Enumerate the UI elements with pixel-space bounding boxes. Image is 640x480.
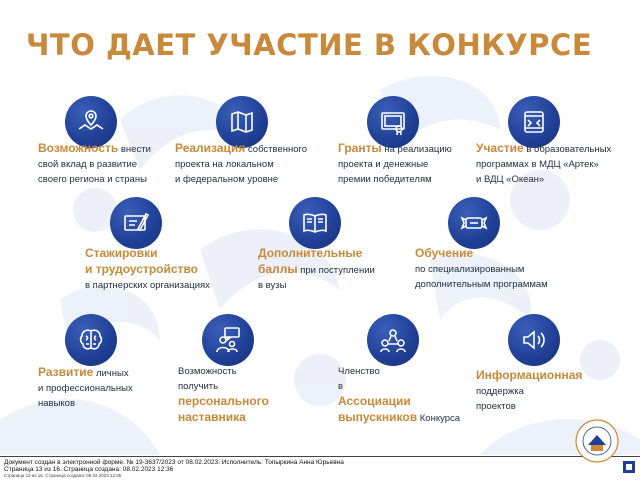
item-description: Конкурса bbox=[417, 413, 461, 424]
item-highlight: Развитие bbox=[38, 365, 94, 379]
item-description: и ВДЦ «Океан» bbox=[476, 174, 545, 185]
item-highlight: персонального bbox=[178, 394, 269, 408]
item-description: в партнерских организациях bbox=[85, 280, 210, 291]
item-description: дополнительным программам bbox=[415, 279, 548, 290]
item-description: проекта на локальном bbox=[175, 159, 274, 170]
item-description: поддержка bbox=[476, 386, 524, 397]
item-highlight: Обучение bbox=[415, 246, 474, 260]
item-description: по специализированным bbox=[415, 264, 525, 275]
item-line bbox=[338, 172, 473, 187]
item-line bbox=[85, 246, 245, 262]
item-line bbox=[338, 379, 478, 394]
item-line bbox=[338, 157, 473, 172]
item-line bbox=[38, 365, 168, 381]
item-line bbox=[85, 278, 245, 293]
document-stamp-icon bbox=[622, 460, 636, 474]
item-highlight: Информационная bbox=[476, 368, 583, 382]
item-line bbox=[258, 278, 408, 293]
item-internships bbox=[85, 246, 245, 293]
brain-icon bbox=[65, 314, 117, 366]
item-line bbox=[38, 172, 173, 187]
item-line bbox=[415, 246, 580, 262]
item-highlight: Ассоциации bbox=[338, 394, 411, 408]
item-info-support bbox=[476, 368, 626, 414]
item-line bbox=[476, 172, 636, 187]
footer-divider bbox=[0, 456, 640, 457]
item-line bbox=[178, 364, 328, 379]
item-description: проекта и денежные bbox=[338, 159, 429, 170]
item-realization bbox=[175, 141, 325, 187]
item-line bbox=[175, 172, 325, 187]
item-line bbox=[338, 394, 478, 410]
item-line bbox=[476, 141, 636, 157]
item-description: премии победителям bbox=[338, 174, 432, 185]
item-highlight: Дополнительные bbox=[258, 246, 363, 260]
item-line bbox=[415, 262, 580, 277]
item-opportunity bbox=[38, 141, 173, 187]
item-extra-points bbox=[258, 246, 408, 293]
item-highlight: Реализация bbox=[175, 141, 246, 155]
footer-document-info: Документ создан в электронной форме. № 19-3637/2023 от 08.02.2023. Исполнитель: Топыркина Анна Юрьевна bbox=[4, 459, 344, 466]
item-description: навыков bbox=[38, 398, 75, 409]
footer-page-info: Страница 13 из 16. Страница создана: 08.02.2023 12:36 bbox=[4, 466, 174, 473]
item-description: свой вклад в развитие bbox=[38, 159, 138, 170]
item-highlight: выпускников bbox=[338, 410, 418, 424]
contest-logo bbox=[574, 418, 620, 464]
item-highlight: Стажировки bbox=[85, 246, 158, 260]
item-highlight: Возможность bbox=[38, 141, 119, 155]
item-description: в образовательных bbox=[523, 144, 612, 155]
item-description: получить bbox=[178, 381, 219, 392]
item-education bbox=[415, 246, 580, 292]
item-description: своего региона и страны bbox=[38, 174, 147, 185]
item-mentor bbox=[178, 364, 328, 426]
item-highlight: Гранты bbox=[338, 141, 382, 155]
item-description: и федеральном уровне bbox=[175, 174, 279, 185]
item-highlight: наставника bbox=[178, 410, 246, 424]
item-line bbox=[476, 384, 626, 399]
item-description: и профессиональных bbox=[38, 383, 133, 394]
item-description: в bbox=[338, 381, 344, 392]
community-icon bbox=[367, 314, 419, 366]
item-line bbox=[178, 394, 328, 410]
item-description: при поступлении bbox=[297, 265, 375, 276]
item-line bbox=[415, 277, 580, 292]
item-association bbox=[338, 364, 478, 426]
item-line bbox=[175, 141, 325, 157]
item-line bbox=[476, 399, 626, 414]
item-line bbox=[476, 368, 626, 384]
speaker-icon bbox=[508, 314, 560, 366]
item-description: в вузы bbox=[258, 280, 287, 291]
item-highlight: Участие bbox=[476, 141, 524, 155]
item-line bbox=[38, 381, 168, 396]
item-line bbox=[38, 141, 173, 157]
item-line bbox=[338, 410, 478, 426]
item-description: Возможность bbox=[178, 366, 237, 377]
item-description: личных bbox=[93, 368, 129, 379]
footer-page-info-small: Страница 13 из 16. Страница создана: 08.02.2023 12:36 bbox=[4, 473, 122, 478]
page-title: ЧТО ДАЕТ УЧАСТИЕ В КОНКУРСЕ bbox=[26, 28, 593, 62]
item-line bbox=[178, 410, 328, 426]
item-description: на реализацию bbox=[381, 144, 452, 155]
item-line bbox=[85, 262, 245, 278]
item-participation bbox=[476, 141, 636, 187]
item-line bbox=[258, 262, 408, 278]
item-line bbox=[175, 157, 325, 172]
item-line bbox=[178, 379, 328, 394]
item-line bbox=[338, 141, 473, 157]
item-description: внести bbox=[118, 144, 151, 155]
item-description: собственного bbox=[245, 144, 308, 155]
item-development bbox=[38, 365, 168, 411]
item-line bbox=[476, 157, 636, 172]
item-description: проектов bbox=[476, 401, 516, 412]
item-description: программах в МДЦ «Артек» bbox=[476, 159, 599, 170]
book-icon bbox=[289, 197, 341, 249]
mentor-chat-icon bbox=[202, 314, 254, 366]
item-highlight: баллы bbox=[258, 262, 298, 276]
item-line bbox=[38, 157, 173, 172]
item-highlight: и трудоустройство bbox=[85, 262, 198, 276]
item-grants bbox=[338, 141, 473, 187]
item-line bbox=[258, 246, 408, 262]
item-description: Членство bbox=[338, 366, 380, 377]
tablet-pen-icon bbox=[110, 197, 162, 249]
item-line bbox=[38, 396, 168, 411]
item-line bbox=[338, 364, 478, 379]
diploma-scroll-icon bbox=[448, 197, 500, 249]
